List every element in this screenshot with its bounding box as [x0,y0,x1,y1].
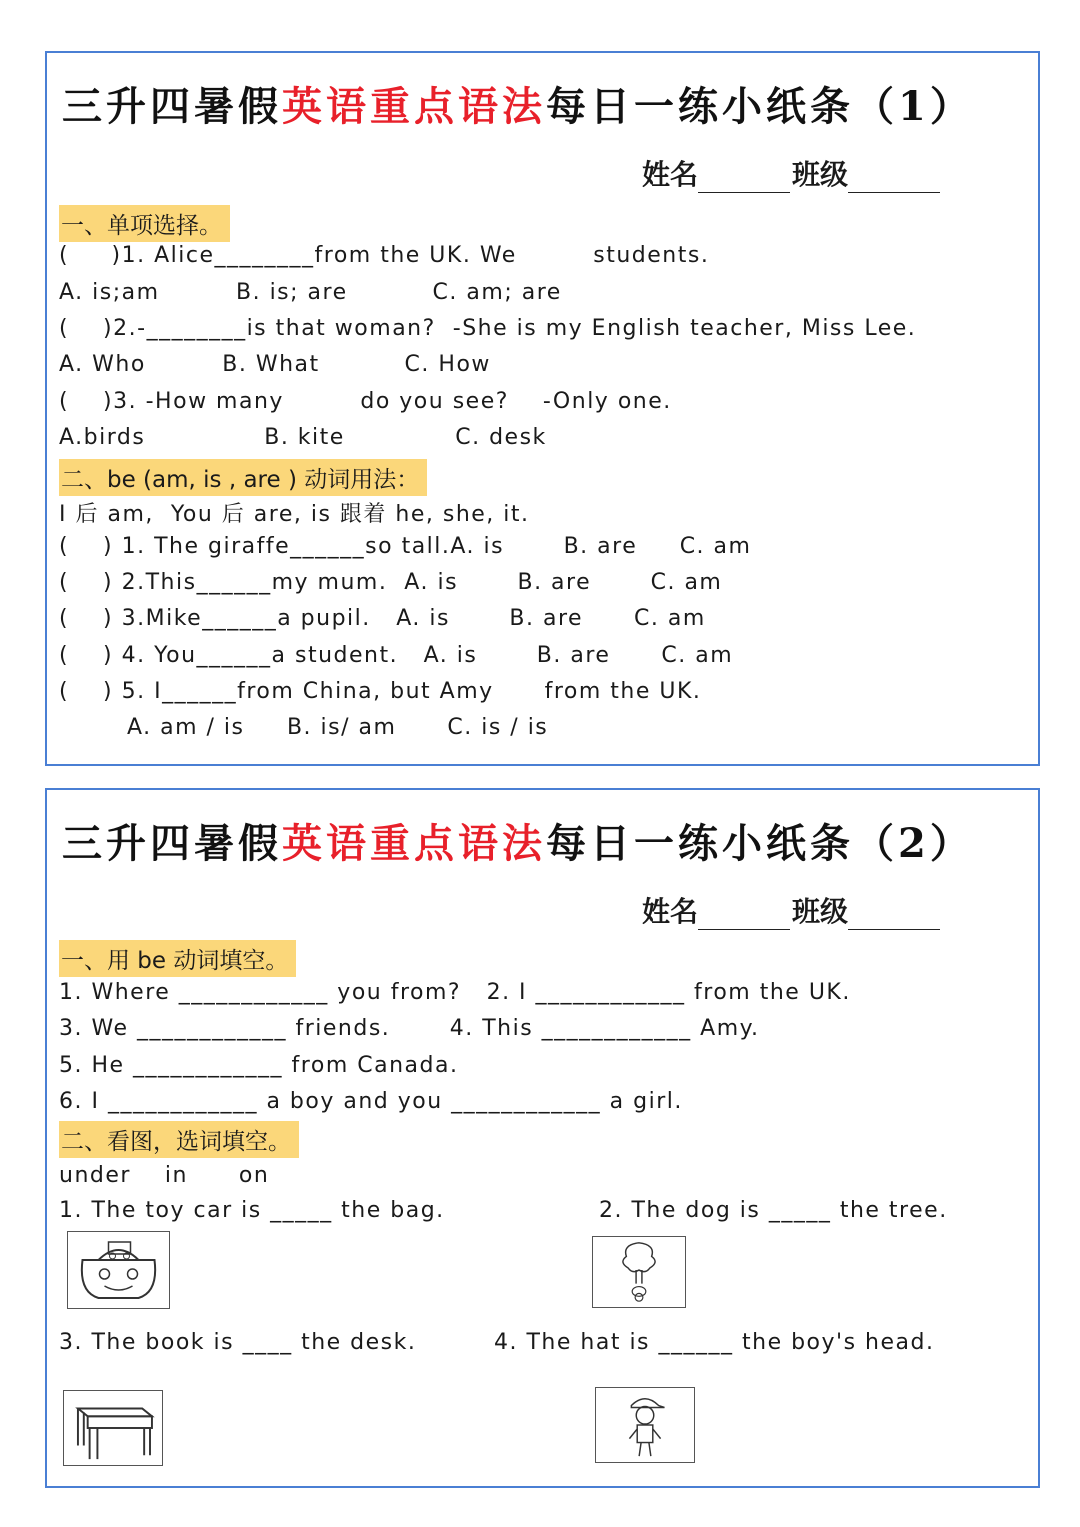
picture-question: 1. The toy car is _____ the bag. [59,1198,445,1223]
fill-line: 6. I ____________ a boy and you ____________ a girl. [59,1089,683,1114]
title-part-2: 每日一练小纸条（2） [546,820,974,867]
fill-line: 3. We ____________ friends. 4. This ____________ Amy. [59,1016,760,1041]
boy-with-hat-icon [595,1387,695,1463]
bag-with-toy-car-icon [67,1231,170,1309]
question-line: ( ) 1. The giraffe______so tall.A. is B. are C. am [59,534,752,559]
fill-line: 5. He ____________ from Canada. [59,1053,459,1078]
options-line: A. Who B. What C. How [59,352,491,377]
name-class-row [642,890,942,930]
title-part-2: 每日一练小纸条（1） [546,83,974,130]
question-line: ( )1. Alice________from the UK. We students. [59,243,710,268]
title-part-1: 三升四暑假 [62,83,282,130]
class-field[interactable] [848,899,940,930]
name-label: 姓名 [642,158,699,191]
name-field[interactable] [698,162,790,193]
word-bank: under in on [59,1163,270,1188]
title-part-1: 三升四暑假 [62,820,282,867]
options-line: A.birds B. kite C. desk [59,425,547,450]
options-line: A. am / is B. is/ am C. is / is [59,715,549,740]
question-line: ( )3. -How many do you see? -Only one. [59,389,672,414]
sheet-title [62,75,974,132]
section-heading: 二、be (am, is , are ) 动词用法： [59,459,427,496]
picture-question: 3. The book is ____ the desk. [59,1330,417,1355]
picture-question: 2. The dog is _____ the tree. [599,1198,948,1223]
class-label: 班级 [792,158,849,191]
question-line: ( ) 3.Mike______a pupil. A. is B. are C. am [59,606,706,631]
question-line: ( ) 4. You______a student. A. is B. are C. am [59,643,734,668]
class-field[interactable] [848,162,940,193]
question-line: ( ) 5. I______from China, but Amy from the UK. [59,679,702,704]
section-heading: 一、单项选择。 [59,205,230,242]
title-part-red: 英语重点语法 [282,83,546,130]
picture-question: 4. The hat is ______ the boy's head. [494,1330,935,1355]
section-heading: 一、用 be 动词填空。 [59,940,296,977]
section-heading: 二、看图，选词填空。 [59,1121,299,1158]
desk-icon [63,1390,163,1466]
tree-with-dog-icon [592,1236,686,1308]
name-field[interactable] [698,899,790,930]
options-line: A. is;am B. is; are C. am; are [59,280,562,305]
title-part-red: 英语重点语法 [282,820,546,867]
name-label: 姓名 [642,895,699,928]
worksheet-2 [45,788,1040,1488]
grammar-rule: I 后 am, You 后 are, is 跟着 he, she, it. [59,502,530,527]
worksheet-1 [45,51,1040,766]
class-label: 班级 [792,895,849,928]
fill-line: 1. Where ____________ you from? 2. I ____________ from the UK. [59,980,851,1005]
sheet-title [62,812,974,869]
question-line: ( ) 2.This______my mum. A. is B. are C. am [59,570,723,595]
name-class-row [642,153,942,193]
question-line: ( )2.-________is that woman? -She is my English teacher, Miss Lee. [59,316,917,341]
